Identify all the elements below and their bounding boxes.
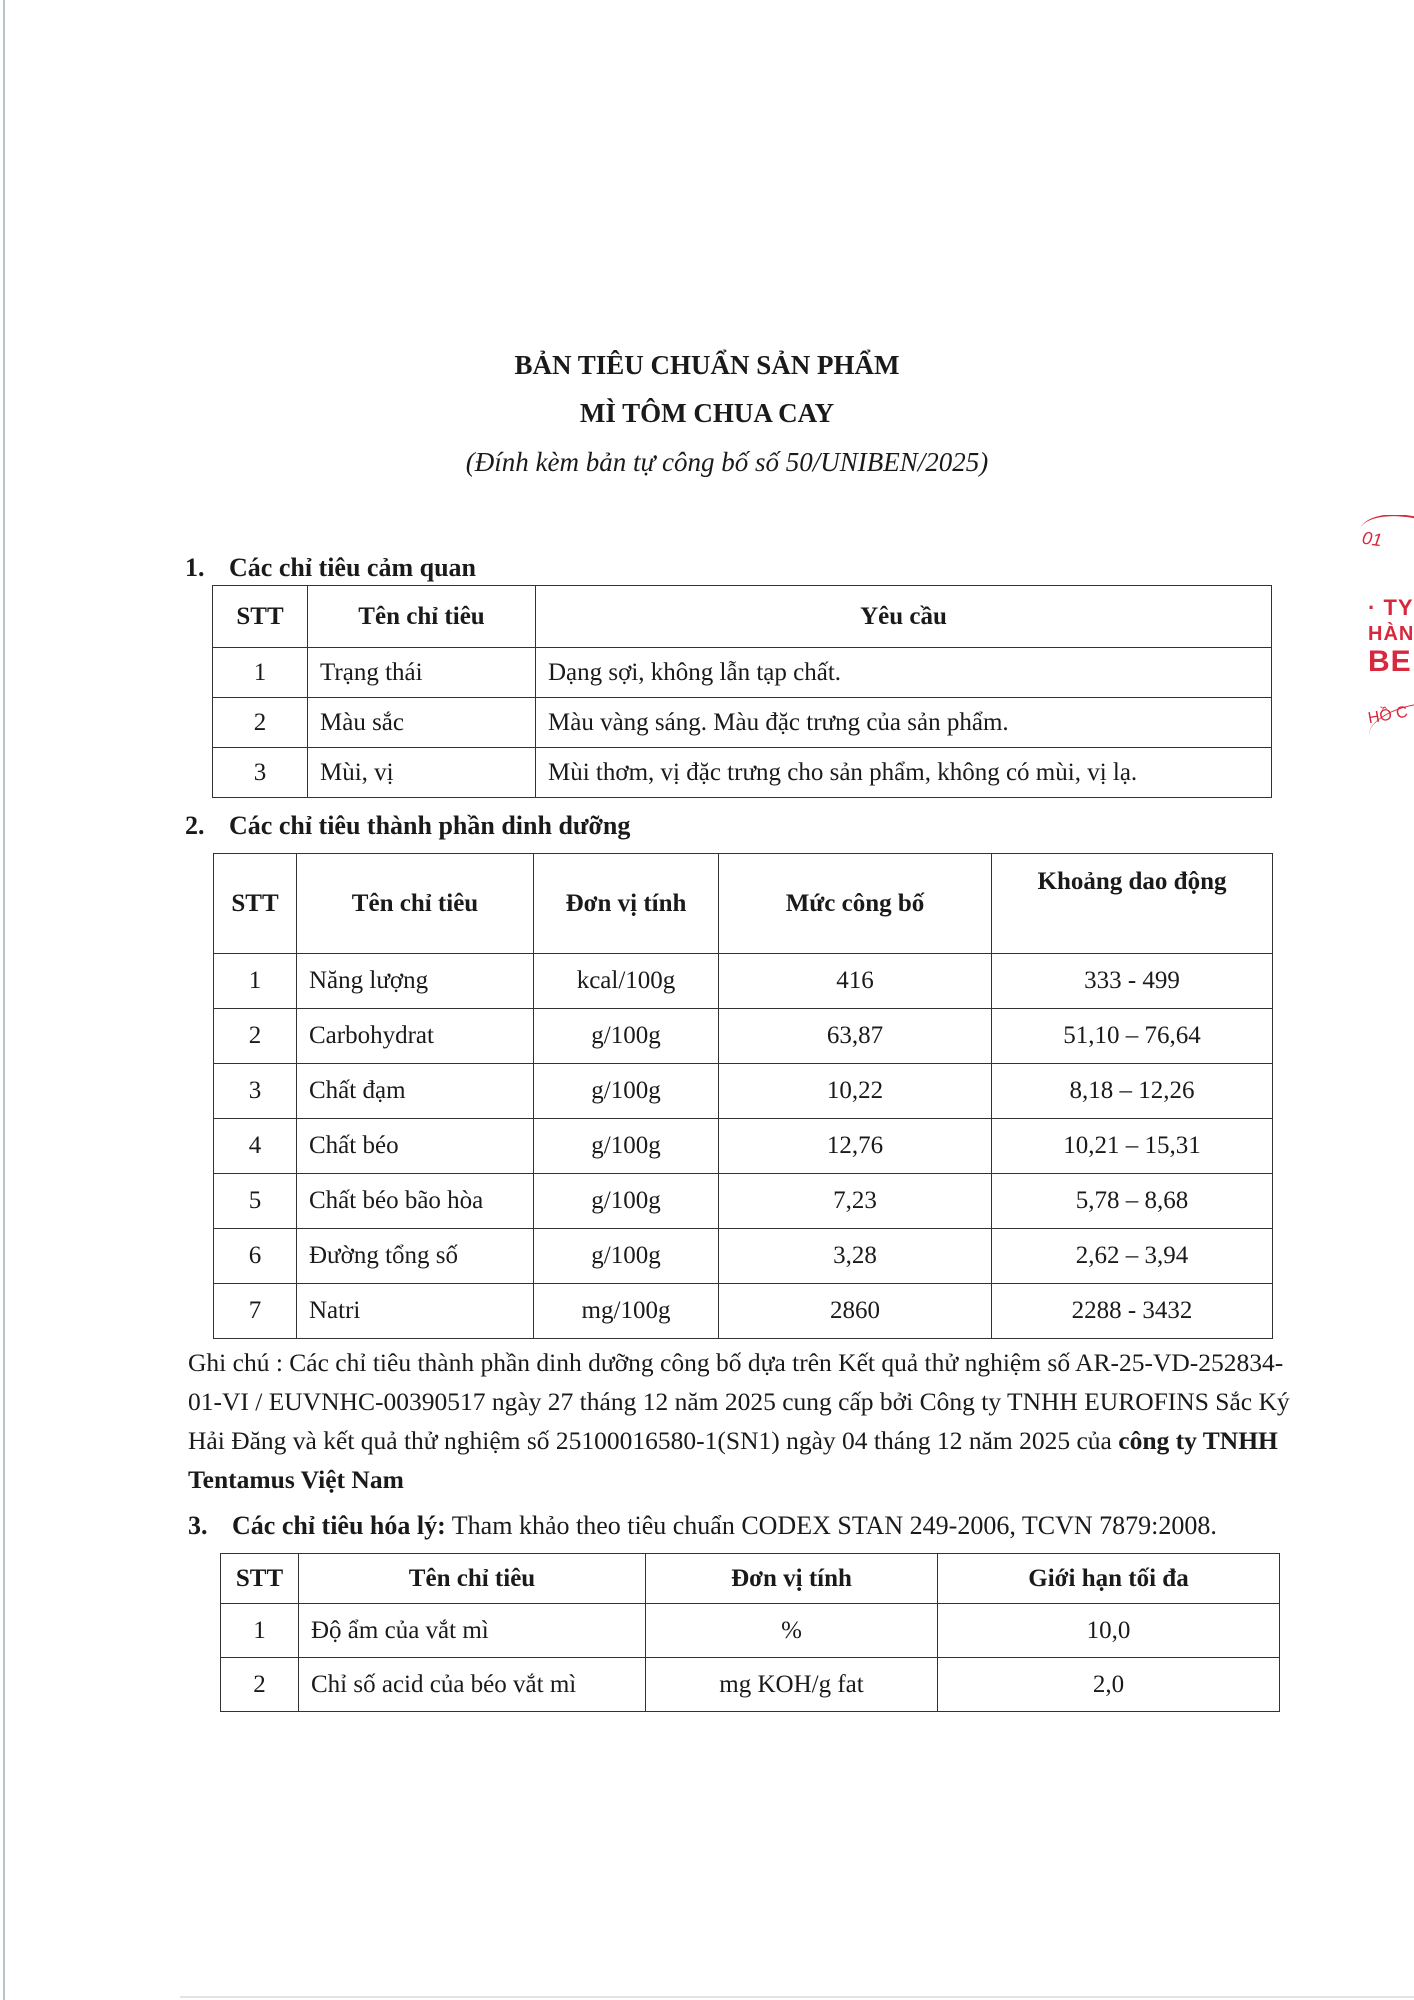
table-header-row: [221, 1554, 1280, 1604]
table-row: [214, 954, 1273, 1009]
cell-declared-value: 416: [719, 954, 992, 1009]
header-declared-value: Mức công bố: [719, 854, 992, 954]
cell-unit: g/100g: [534, 1229, 719, 1284]
cell-stt: 2: [214, 1009, 297, 1064]
header-stt: STT: [213, 586, 308, 648]
cell-stt: 1: [213, 648, 308, 698]
stamp-text-line1: · TY: [1368, 595, 1414, 620]
table-row: [221, 1604, 1280, 1658]
cell-unit: g/100g: [534, 1064, 719, 1119]
header-requirement: Yêu cầu: [536, 586, 1272, 648]
note-text: Ghi chú : Các chỉ tiêu thành phần dinh dưỡng công bố dựa trên Kết quả thử nghiệm số AR-25-VD-252834-01-VI / EUVNHC-00390517 ngày 27 tháng 12 năm 2025 cung cấp bởi Công ty TNHH EUROFINS Sắc Ký Hải Đăng và kết quả thử nghiệm số 25100016580-1(SN1) ngày 04 tháng 12 năm 2025 của: [188, 1348, 1290, 1455]
table-row: [214, 1229, 1273, 1284]
section-2-heading: [185, 811, 630, 841]
stamp-text-line2: HÀN: [1368, 623, 1414, 645]
cell-declared-value: 12,76: [719, 1119, 992, 1174]
cell-unit: g/100g: [534, 1174, 719, 1229]
cell-name: Chất đạm: [297, 1064, 534, 1119]
cell-range: 8,18 – 12,26: [992, 1064, 1273, 1119]
table-row: [214, 1119, 1273, 1174]
table-row: [214, 1284, 1273, 1339]
cell-name: Natri: [297, 1284, 534, 1339]
section-reference: Tham khảo theo tiêu chuẩn CODEX STAN 249-2006, TCVN 7879:2008.: [445, 1511, 1217, 1540]
cell-requirement: Mùi thơm, vị đặc trưng cho sản phẩm, không có mùi, vị lạ.: [536, 748, 1272, 798]
header-unit: Đơn vị tính: [534, 854, 719, 954]
cell-stt: 5: [214, 1174, 297, 1229]
cell-unit: %: [646, 1604, 938, 1658]
header-name: Tên chỉ tiêu: [308, 586, 536, 648]
header-stt: STT: [214, 854, 297, 954]
cell-unit: kcal/100g: [534, 954, 719, 1009]
scan-edge-line: [3, 0, 5, 2000]
cell-name: Màu sắc: [308, 698, 536, 748]
cell-range: 5,78 – 8,68: [992, 1174, 1273, 1229]
section-number: 3.: [188, 1511, 208, 1540]
cell-name: Chất béo bão hòa: [297, 1174, 534, 1229]
section-1-heading: [185, 553, 476, 583]
document-title: BẢN TIÊU CHUẨN SẢN PHẨM: [514, 350, 900, 380]
table-row: [213, 648, 1272, 698]
table-row: [213, 748, 1272, 798]
section-number: 2.: [185, 811, 205, 840]
cell-name: Trạng thái: [308, 648, 536, 698]
header-unit: Đơn vị tính: [646, 1554, 938, 1604]
section-title: Các chỉ tiêu thành phần dinh dưỡng: [229, 811, 631, 840]
cell-max-limit: 10,0: [938, 1604, 1280, 1658]
cell-name: Độ ẩm của vắt mì: [299, 1604, 646, 1658]
stamp-text-line3: BE: [1368, 645, 1412, 678]
cell-declared-value: 7,23: [719, 1174, 992, 1229]
cell-name: Chất béo: [297, 1119, 534, 1174]
section-title: Các chỉ tiêu cảm quan: [229, 553, 476, 582]
cell-name: Chỉ số acid của béo vắt mì: [299, 1658, 646, 1712]
cell-stt: 2: [221, 1658, 299, 1712]
cell-unit: mg KOH/g fat: [646, 1658, 938, 1712]
cell-stt: 6: [214, 1229, 297, 1284]
cell-name: Carbohydrat: [297, 1009, 534, 1064]
section-number: 1.: [185, 553, 205, 582]
stamp-text-bottom: HỒ C: [1366, 703, 1410, 728]
nutrition-table: [213, 853, 1273, 1339]
header-stt: STT: [221, 1554, 299, 1604]
cell-declared-value: 63,87: [719, 1009, 992, 1064]
note-lab-name: công ty TNHH Tentamus Việt Nam: [188, 1426, 1278, 1494]
cell-requirement: Dạng sợi, không lẫn tạp chất.: [536, 648, 1272, 698]
cell-stt: 4: [214, 1119, 297, 1174]
physicochemical-table: [220, 1553, 1280, 1712]
cell-range: 51,10 – 76,64: [992, 1009, 1273, 1064]
cell-name: Năng lượng: [297, 954, 534, 1009]
nutrition-note: [188, 1343, 1308, 1499]
section-3-heading: [188, 1511, 1217, 1541]
header-max-limit: Giới hạn tối đa: [938, 1554, 1280, 1604]
cell-stt: 3: [213, 748, 308, 798]
header-range: Khoảng dao động: [992, 854, 1273, 954]
cell-declared-value: 3,28: [719, 1229, 992, 1284]
cell-stt: 3: [214, 1064, 297, 1119]
table-row: [221, 1658, 1280, 1712]
cell-name: Đường tổng số: [297, 1229, 534, 1284]
section-title: Các chỉ tiêu hóa lý:: [232, 1511, 446, 1540]
table-row: [213, 698, 1272, 748]
cell-declared-value: 10,22: [719, 1064, 992, 1119]
cell-stt: 1: [221, 1604, 299, 1658]
scan-bottom-line: [180, 1996, 1414, 1998]
cell-stt: 1: [214, 954, 297, 1009]
cell-range: 2,62 – 3,94: [992, 1229, 1273, 1284]
cell-unit: g/100g: [534, 1009, 719, 1064]
company-stamp: [1350, 515, 1414, 745]
table-row: [214, 1174, 1273, 1229]
table-row: [214, 1064, 1273, 1119]
cell-max-limit: 2,0: [938, 1658, 1280, 1712]
cell-stt: 2: [213, 698, 308, 748]
cell-range: 10,21 – 15,31: [992, 1119, 1273, 1174]
table-header-row: [214, 854, 1273, 954]
cell-stt: 7: [214, 1284, 297, 1339]
stamp-code: 01: [1360, 527, 1384, 551]
cell-requirement: Màu vàng sáng. Màu đặc trưng của sản phẩm.: [536, 698, 1272, 748]
table-row: [214, 1009, 1273, 1064]
cell-range: 333 - 499: [992, 954, 1273, 1009]
cell-name: Mùi, vị: [308, 748, 536, 798]
sensory-table: [212, 585, 1272, 798]
header-name: Tên chỉ tiêu: [297, 854, 534, 954]
cell-unit: mg/100g: [534, 1284, 719, 1339]
cell-range: 2288 - 3432: [992, 1284, 1273, 1339]
cell-declared-value: 2860: [719, 1284, 992, 1339]
product-name: MÌ TÔM CHUA CAY: [579, 398, 835, 428]
cell-unit: g/100g: [534, 1119, 719, 1174]
document-subtitle: (Đính kèm bản tự công bố số 50/UNIBEN/2025): [465, 447, 989, 477]
table-header-row: [213, 586, 1272, 648]
header-name: Tên chỉ tiêu: [299, 1554, 646, 1604]
